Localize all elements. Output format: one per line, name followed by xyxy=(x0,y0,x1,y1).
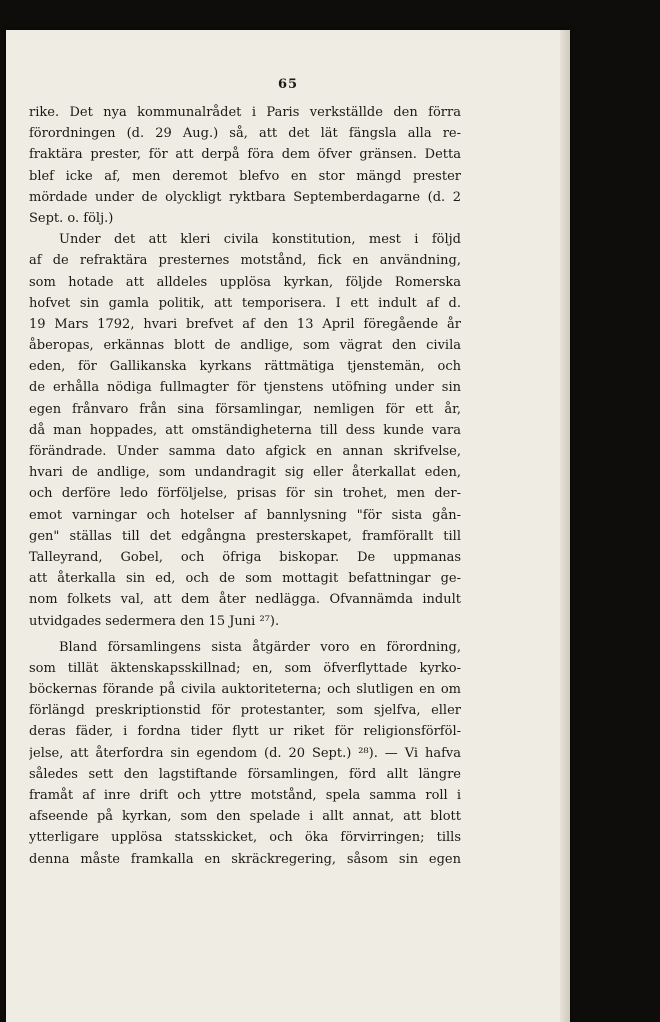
text-line: böckernas förande på civila auktoriteterna; och slutligen en om xyxy=(29,682,461,698)
text-line: Sept. o. följ.) xyxy=(29,210,114,226)
page-spine-edge xyxy=(560,30,570,1022)
text-line: utvidgades sedermera den 15 Juni ²⁷). xyxy=(29,613,280,629)
text-line: förordningen (d. 29 Aug.) så, att det lät fängsla alla re- xyxy=(29,126,461,142)
text-line: hofvet sin gamla politik, att temporisera. I ett indult af d. xyxy=(29,295,461,311)
text-line: jelse, att återfordra sin egendom (d. 20 Sept.) ²⁸). — Vi hafva xyxy=(29,745,461,761)
text-line: Bland församlingens sista åtgärder voro en förordning, xyxy=(59,639,461,655)
text-line: afseende på kyrkan, som den spelade i allt annat, att blott xyxy=(29,809,461,825)
text-line: Under det att kleri civila konstitution, mest i följd xyxy=(59,232,461,248)
body-text xyxy=(29,102,461,870)
text-line: och derföre ledo förföljelse, prisas för sin trohet, men der- xyxy=(29,486,461,502)
text-line: mördade under de olyckligt ryktbara Septemberdagarne (d. 2 xyxy=(29,189,461,205)
text-line: 19 Mars 1792, hvari brefvet af den 13 April föregående år xyxy=(29,316,461,332)
text-line: rike. Det nya kommunalrådet i Paris verkställde den förra xyxy=(29,105,461,120)
text-line: hvari de andlige, som undandragit sig eller återkallat eden, xyxy=(29,465,461,481)
text-line: af de refraktära presternes motstånd, fick en användning, xyxy=(29,253,461,269)
text-line: således sett den lagstiftande församlingen, förd allt längre xyxy=(29,766,461,782)
text-line: eden, för Gallikanska kyrkans rättmätiga tjenstemän, och xyxy=(29,359,461,375)
text-line: emot varningar och hotelser af bannlysning "för sista gån- xyxy=(29,507,461,523)
text-line: som tillät äktenskapsskillnad; en, som öfverflyttade kyrko- xyxy=(29,660,461,676)
text-line: åberopas, erkännas blott de andlige, som vägrat den civila xyxy=(29,338,461,354)
text-line: deras fäder, i fordna tider flytt ur riket för religionsförföl- xyxy=(29,724,461,740)
book-page xyxy=(6,30,570,1022)
text-line: fraktära prester, för att derpå föra dem öfver gränsen. Detta xyxy=(29,147,461,163)
text-line: gen" ställas till det edgångna presterskapet, framförallt till xyxy=(29,528,461,544)
text-line: denna måste framkalla en skräckregering, såsom sin egen xyxy=(29,851,461,867)
text-line: egen frånvaro från sina församlingar, nemligen för ett år, xyxy=(29,401,461,417)
text-line: nom folkets val, att dem åter nedlägga. Ofvannämda indult xyxy=(29,592,461,608)
text-line: Talleyrand, Gobel, och öfriga biskopar. De uppmanas xyxy=(29,549,461,565)
text-line: då man hoppades, att omständigheterna till dess kunde vara xyxy=(29,422,461,438)
text-line: att återkalla sin ed, och de som mottagit befattningar ge- xyxy=(29,571,461,587)
text-line: förändrade. Under samma dato afgick en annan skrifvelse, xyxy=(29,444,461,459)
text-line: ytterligare upplösa statsskicket, och öka förvirringen; tills xyxy=(29,830,461,846)
page-number: 65 xyxy=(277,77,299,92)
text-line: förlängd preskriptionstid för protestanter, som sjelfva, eller xyxy=(29,703,461,719)
text-line: de erhålla nödiga fullmagter för tjenstens utöfning under sin xyxy=(29,380,461,396)
text-line: som hotade att alldeles upplösa kyrkan, följde Romerska xyxy=(29,274,461,290)
text-line: framåt af inre drift och yttre motstånd, spela samma roll i xyxy=(29,788,461,803)
text-line: blef icke af, men deremot blefvo en stor mängd prester xyxy=(29,168,461,184)
